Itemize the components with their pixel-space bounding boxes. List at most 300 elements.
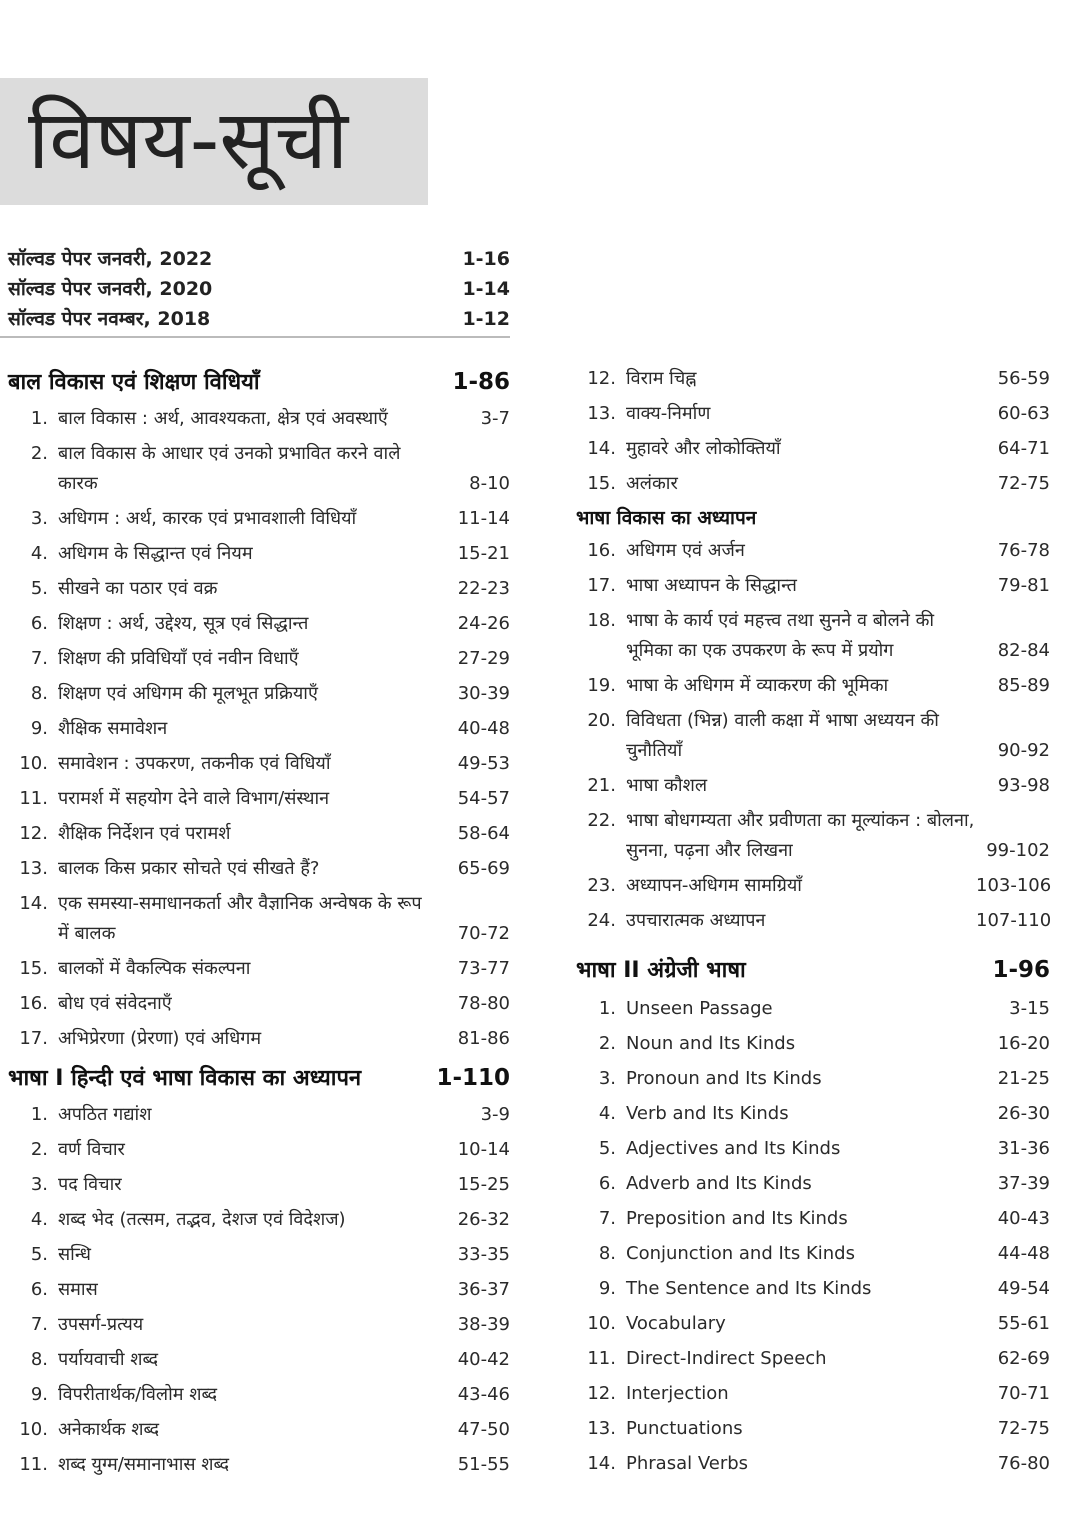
title-banner (0, 78, 428, 205)
toc-entry-label (8, 1415, 438, 1445)
toc-entry-pages: 27-29 (457, 648, 510, 669)
toc-entry-title: अपठित गद्यांश (58, 1104, 152, 1125)
subsection-heading: भाषा विकास का अध्यापन (576, 507, 757, 529)
toc-entry[interactable] (8, 1275, 510, 1305)
toc-entry[interactable] (8, 1310, 510, 1340)
toc-entry[interactable] (576, 994, 1050, 1024)
toc-entry[interactable] (576, 364, 1050, 394)
toc-entry-number: 20. (587, 710, 616, 731)
toc-entry-pages: 103-106 (976, 875, 1052, 896)
solved-paper-label: सॉल्वड पेपर नवम्बर, 2018 (8, 308, 211, 330)
toc-entry-number: 12. (19, 823, 48, 844)
toc-entry[interactable] (576, 1169, 1050, 1199)
toc-entry-pages: 33-35 (457, 1244, 510, 1265)
toc-entry-label (576, 771, 976, 801)
section-title: बाल विकास एवं शिक्षण विधियाँ (8, 370, 260, 395)
toc-entry-title: अभिप्रेरणा (प्रेरणा) एवं अधिगम (58, 1028, 262, 1049)
toc-entry-pages: 47-50 (457, 1419, 510, 1440)
solved-paper-pages: 1-12 (462, 308, 510, 330)
toc-entry-title: अधिगम एवं अर्जन (626, 540, 745, 561)
toc-entry-title: पर्यायवाची शब्द (58, 1349, 159, 1370)
toc-entry-number: 5. (598, 1138, 616, 1159)
toc-entry-pages: 60-63 (997, 403, 1050, 424)
toc-entry-title: समास (58, 1279, 98, 1300)
toc-entry[interactable] (576, 1344, 1050, 1374)
toc-entry-number: 15. (19, 958, 48, 979)
toc-entry-pages: 3-15 (1009, 998, 1050, 1019)
toc-entry-title: बालकों में वैकल्पिक संकल्पना (58, 958, 251, 979)
toc-entry-title: सीखने का पठार एवं वक्र (58, 578, 218, 599)
toc-entry-pages: 30-39 (457, 683, 510, 704)
toc-entry-number: 5. (30, 1244, 48, 1265)
toc-entry-number: 2. (598, 1033, 616, 1054)
toc-entry-label (576, 671, 976, 701)
toc-entry-label (576, 536, 976, 566)
toc-entry-title: भाषा बोधगम्यता और प्रवीणता का मूल्यांकन : बोलना, सुनना, पढ़ना और लिखना (626, 810, 975, 861)
toc-entry[interactable] (8, 749, 510, 779)
toc-entry-number: 4. (598, 1103, 616, 1124)
toc-entry-number: 14. (19, 893, 48, 914)
toc-entry-number: 11. (587, 1348, 616, 1369)
toc-entry-label (8, 1310, 438, 1340)
toc-entry-pages: 62-69 (997, 1348, 1050, 1369)
toc-entry-pages: 3-9 (480, 1104, 510, 1125)
toc-entry-pages: 81-86 (457, 1028, 510, 1049)
toc-entry-pages: 78-80 (457, 993, 510, 1014)
toc-entry-pages: 15-25 (457, 1174, 510, 1195)
toc-entry-title: एक समस्या-समाधानकर्ता और वैज्ञानिक अन्वेषक के रूप में बालक (58, 893, 422, 944)
toc-entry[interactable] (8, 954, 510, 984)
toc-entry-number: 8. (598, 1243, 616, 1264)
toc-entry-label (8, 574, 438, 604)
toc-entry[interactable] (8, 1415, 510, 1445)
section2-continued-items-2 (576, 536, 1050, 936)
toc-entry-number: 3. (30, 1174, 48, 1195)
toc-entry-label (576, 1344, 976, 1374)
toc-entry-number: 16. (587, 540, 616, 561)
toc-entry[interactable] (8, 889, 510, 949)
toc-entry-number: 21. (587, 775, 616, 796)
toc-entry[interactable] (576, 806, 1050, 866)
toc-entry-number: 12. (587, 1383, 616, 1404)
section1-items (8, 404, 510, 1054)
toc-entry-number: 14. (587, 438, 616, 459)
toc-entry[interactable] (8, 1240, 510, 1270)
toc-entry-title: Preposition and Its Kinds (626, 1208, 848, 1229)
section-heading[interactable] (8, 366, 510, 396)
toc-entry-pages: 65-69 (457, 858, 510, 879)
toc-entry-label (8, 1100, 438, 1130)
toc-entry-label (576, 364, 976, 394)
section-pages: 1-96 (992, 957, 1050, 983)
toc-entry-number: 18. (587, 610, 616, 631)
toc-entry-title: मुहावरे और लोकोक्तियाँ (626, 438, 781, 459)
toc-entry[interactable] (8, 439, 510, 499)
toc-entry-pages: 55-61 (997, 1313, 1050, 1334)
toc-entry[interactable] (8, 609, 510, 639)
toc-entry-label (8, 954, 438, 984)
page-title: विषय-सूची (28, 93, 349, 188)
section2-continued-items (576, 364, 1050, 499)
toc-entry[interactable] (8, 644, 510, 674)
toc-entry-title: Punctuations (626, 1418, 743, 1439)
solved-papers-list (8, 244, 510, 334)
toc-entry-number: 2. (30, 443, 48, 464)
toc-entry-number: 9. (30, 718, 48, 739)
toc-entry-title: बाल विकास के आधार एवं उनको प्रभावित करने वाले कारक (58, 443, 401, 494)
toc-entry-pages: 49-54 (997, 1278, 1050, 1299)
toc-entry-number: 13. (587, 1418, 616, 1439)
toc-entry-number: 3. (30, 508, 48, 529)
toc-entry[interactable] (576, 571, 1050, 601)
toc-entry-title: Vocabulary (626, 1313, 726, 1334)
toc-entry[interactable] (8, 504, 510, 534)
toc-entry-pages: 37-39 (997, 1173, 1050, 1194)
divider (0, 336, 510, 338)
toc-entry[interactable] (576, 1064, 1050, 1094)
toc-entry[interactable] (576, 434, 1050, 464)
toc-entry[interactable] (576, 469, 1050, 499)
solved-paper-pages: 1-14 (462, 278, 510, 300)
toc-entry[interactable] (576, 1099, 1050, 1129)
toc-entry-number: 13. (19, 858, 48, 879)
left-column (8, 366, 510, 1485)
toc-entry[interactable] (576, 1204, 1050, 1234)
toc-entry-label (576, 706, 976, 766)
toc-entry-label (576, 1449, 976, 1479)
toc-entry-number: 8. (30, 1349, 48, 1370)
toc-entry-label (576, 571, 976, 601)
toc-entry-title: समावेशन : उपकरण, तकनीक एवं विधियाँ (58, 753, 331, 774)
toc-entry-title: Unseen Passage (626, 998, 773, 1019)
toc-entry-label (8, 1240, 438, 1270)
toc-entry-pages: 90-92 (997, 740, 1050, 761)
toc-entry-pages: 93-98 (997, 775, 1050, 796)
toc-entry-title: अनेकार्थक शब्द (58, 1419, 160, 1440)
toc-entry-title: Phrasal Verbs (626, 1453, 749, 1474)
toc-entry-title: शब्द भेद (तत्सम, तद्भव, देशज एवं विदेशज) (58, 1209, 346, 1230)
right-column (576, 364, 1050, 1484)
toc-entry[interactable] (8, 539, 510, 569)
toc-entry-number: 17. (587, 575, 616, 596)
toc-entry[interactable] (8, 1170, 510, 1200)
toc-entry-title: भाषा कौशल (626, 775, 708, 796)
toc-entry-title: अधिगम : अर्थ, कारक एवं प्रभावशाली विधियाँ (58, 508, 357, 529)
toc-entry-title: भाषा अध्यापन के सिद्धान्त (626, 575, 797, 596)
toc-entry[interactable] (576, 1449, 1050, 1479)
toc-entry-label (576, 606, 976, 666)
toc-entry-pages: 70-71 (997, 1383, 1050, 1404)
toc-entry-label (576, 994, 976, 1024)
toc-entry-label (8, 644, 438, 674)
toc-entry-label (8, 679, 438, 709)
toc-entry-pages: 107-110 (976, 910, 1052, 931)
solved-paper-label: सॉल्वड पेपर जनवरी, 2020 (8, 278, 213, 300)
solved-paper-row[interactable] (8, 304, 510, 334)
toc-entry-pages: 85-89 (997, 675, 1050, 696)
toc-entry-title: शिक्षण की प्रविधियाँ एवं नवीन विधाएँ (58, 648, 299, 669)
toc-entry-number: 7. (598, 1208, 616, 1229)
toc-entry[interactable] (576, 536, 1050, 566)
toc-entry-title: बोध एवं संवेदनाएँ (58, 993, 172, 1014)
toc-entry-title: वर्ण विचार (58, 1139, 125, 1160)
toc-entry-label (576, 1029, 976, 1059)
toc-entry-title: Direct-Indirect Speech (626, 1348, 827, 1369)
toc-entry-title: Adverb and Its Kinds (626, 1173, 812, 1194)
toc-entry-pages: 36-37 (457, 1279, 510, 1300)
toc-entry-pages: 40-43 (997, 1208, 1050, 1229)
toc-entry-number: 8. (30, 683, 48, 704)
toc-entry-title: The Sentence and Its Kinds (626, 1278, 872, 1299)
toc-entry-title: Conjunction and Its Kinds (626, 1243, 855, 1264)
toc-entry-pages: 70-72 (457, 923, 510, 944)
toc-entry-pages: 82-84 (997, 640, 1050, 661)
toc-entry-label (8, 714, 438, 744)
toc-entry-title: सन्धि (58, 1244, 91, 1265)
toc-entry[interactable] (576, 1414, 1050, 1444)
toc-entry-pages: 31-36 (997, 1138, 1050, 1159)
toc-entry-title: भाषा के कार्य एवं महत्त्व तथा सुनने व बोलने की भूमिका का एक उपकरण के रूप में प्रयोग (626, 610, 935, 661)
toc-entry-label (8, 1205, 438, 1235)
toc-entry-label (576, 1414, 976, 1444)
toc-entry[interactable] (576, 1029, 1050, 1059)
toc-entry-number: 10. (19, 1419, 48, 1440)
toc-entry-pages: 26-30 (997, 1103, 1050, 1124)
toc-entry-label (8, 1024, 438, 1054)
toc-entry-title: शिक्षण एवं अधिगम की मूलभूत प्रक्रियाएँ (58, 683, 318, 704)
section-pages: 1-86 (452, 369, 510, 395)
toc-entry-number: 9. (30, 1384, 48, 1405)
section-title: भाषा II अंग्रेजी भाषा (576, 958, 746, 983)
toc-entry-title: विराम चिह्न (626, 368, 697, 389)
toc-entry-number: 6. (598, 1173, 616, 1194)
toc-entry[interactable] (576, 671, 1050, 701)
toc-entry-title: उपसर्ग-प्रत्यय (58, 1314, 144, 1335)
toc-entry-title: Interjection (626, 1383, 729, 1404)
toc-entry-title: शैक्षिक निर्देशन एवं परामर्श (58, 823, 231, 844)
toc-entry-title: भाषा के अधिगम में व्याकरण की भूमिका (626, 675, 889, 696)
toc-entry-label (576, 871, 976, 901)
toc-entry-label (576, 399, 976, 429)
toc-entry[interactable] (8, 1380, 510, 1410)
toc-entry-title: शैक्षिक समावेशन (58, 718, 168, 739)
toc-entry-label (8, 749, 438, 779)
toc-entry-pages: 10-14 (457, 1139, 510, 1160)
toc-entry-pages: 56-59 (997, 368, 1050, 389)
toc-entry-label (576, 1379, 976, 1409)
toc-entry-label (8, 989, 438, 1019)
toc-entry-number: 2. (30, 1139, 48, 1160)
toc-entry-number: 1. (30, 408, 48, 429)
toc-entry-title: परामर्श में सहयोग देने वाले विभाग/संस्थान (58, 788, 330, 809)
toc-entry-number: 13. (587, 403, 616, 424)
toc-entry-label (8, 439, 438, 499)
toc-entry[interactable] (576, 1379, 1050, 1409)
toc-entry[interactable] (576, 1134, 1050, 1164)
toc-entry-number: 17. (19, 1028, 48, 1049)
toc-entry[interactable] (8, 989, 510, 1019)
toc-entry[interactable] (8, 714, 510, 744)
toc-entry-title: बालक किस प्रकार सोचते एवं सीखते हैं? (58, 858, 320, 879)
toc-entry-pages: 21-25 (997, 1068, 1050, 1089)
section-title: भाषा I हिन्दी एवं भाषा विकास का अध्यापन (8, 1066, 362, 1091)
toc-entry-pages: 40-48 (457, 718, 510, 739)
toc-entry-label (576, 1064, 976, 1094)
toc-entry-number: 15. (587, 473, 616, 494)
toc-entry[interactable] (576, 1309, 1050, 1339)
toc-entry-title: अलंकार (626, 473, 678, 494)
toc-entry[interactable] (8, 679, 510, 709)
toc-entry-pages: 24-26 (457, 613, 510, 634)
toc-entry-pages: 58-64 (457, 823, 510, 844)
toc-entry-number: 1. (598, 998, 616, 1019)
toc-entry-label (8, 539, 438, 569)
toc-entry-pages: 43-46 (457, 1384, 510, 1405)
toc-entry[interactable] (576, 906, 1050, 936)
toc-entry-label (8, 404, 438, 434)
toc-entry-title: अधिगम के सिद्धान्त एवं नियम (58, 543, 253, 564)
toc-entry-label (8, 854, 438, 884)
toc-entry[interactable] (8, 404, 510, 434)
toc-entry-pages: 15-21 (457, 543, 510, 564)
solved-paper-row[interactable] (8, 244, 510, 274)
toc-entry[interactable] (576, 1274, 1050, 1304)
solved-paper-pages: 1-16 (462, 248, 510, 270)
toc-entry-number: 11. (19, 1454, 48, 1475)
toc-entry-label (576, 806, 976, 866)
toc-entry-title: Pronoun and Its Kinds (626, 1068, 822, 1089)
toc-entry-title: विपरीतार्थक/विलोम शब्द (58, 1384, 218, 1405)
toc-entry[interactable] (8, 1135, 510, 1165)
toc-entry-number: 19. (587, 675, 616, 696)
toc-entry[interactable] (576, 706, 1050, 766)
toc-entry-number: 7. (30, 648, 48, 669)
toc-entry-label (576, 434, 976, 464)
toc-entry-pages: 44-48 (997, 1243, 1050, 1264)
toc-entry-pages: 26-32 (457, 1209, 510, 1230)
toc-entry-label (8, 609, 438, 639)
toc-entry-title: Noun and Its Kinds (626, 1033, 796, 1054)
section-heading[interactable] (8, 1062, 510, 1092)
solved-paper-label: सॉल्वड पेपर जनवरी, 2022 (8, 248, 213, 270)
toc-entry-title: Verb and Its Kinds (626, 1103, 789, 1124)
toc-entry[interactable] (8, 784, 510, 814)
toc-entry-label (8, 504, 438, 534)
toc-entry[interactable] (8, 574, 510, 604)
toc-entry-number: 9. (598, 1278, 616, 1299)
toc-entry-label (576, 1204, 976, 1234)
toc-entry[interactable] (8, 1345, 510, 1375)
toc-entry-pages: 40-42 (457, 1349, 510, 1370)
toc-entry[interactable] (576, 871, 1050, 901)
toc-entry-number: 3. (598, 1068, 616, 1089)
toc-entry-title: शिक्षण : अर्थ, उद्देश्य, सूत्र एवं सिद्धान्त (58, 613, 309, 634)
toc-entry[interactable] (576, 1239, 1050, 1269)
toc-entry[interactable] (576, 771, 1050, 801)
toc-entry-label (8, 819, 438, 849)
toc-entry-number: 22. (587, 810, 616, 831)
toc-entry-pages: 54-57 (457, 788, 510, 809)
toc-entry[interactable] (8, 1205, 510, 1235)
toc-entry-number: 14. (587, 1453, 616, 1474)
toc-entry-number: 6. (30, 613, 48, 634)
toc-entry-number: 11. (19, 788, 48, 809)
toc-entry-title: पद विचार (58, 1174, 122, 1195)
toc-entry-label (576, 906, 976, 936)
toc-entry-label (8, 1380, 438, 1410)
toc-entry-pages: 76-78 (997, 540, 1050, 561)
toc-entry-pages: 79-81 (997, 575, 1050, 596)
toc-entry-number: 4. (30, 1209, 48, 1230)
toc-entry-pages: 3-7 (480, 408, 510, 429)
toc-entry-pages: 11-14 (457, 508, 510, 529)
toc-entry-number: 5. (30, 578, 48, 599)
toc-entry-pages: 99-102 (986, 840, 1050, 861)
toc-entry-pages: 76-80 (997, 1453, 1050, 1474)
toc-entry-label (576, 1134, 976, 1164)
toc-entry-label (576, 1239, 976, 1269)
toc-entry-title: वाक्य-निर्माण (626, 403, 711, 424)
toc-entry-title: विविधता (भिन्न) वाली कक्षा में भाषा अध्ययन की चुनौतियाँ (626, 710, 939, 761)
toc-entry-label (8, 1135, 438, 1165)
toc-entry-number: 10. (19, 753, 48, 774)
toc-entry-label (576, 1169, 976, 1199)
solved-paper-row[interactable] (8, 274, 510, 304)
toc-entry-title: बाल विकास : अर्थ, आवश्यकता, क्षेत्र एवं अवस्थाएँ (58, 408, 388, 429)
toc-entry-label (8, 889, 438, 949)
toc-entry[interactable] (8, 819, 510, 849)
toc-entry-pages: 73-77 (457, 958, 510, 979)
toc-entry-label (8, 1345, 438, 1375)
toc-entry-label (8, 784, 438, 814)
section-heading[interactable] (576, 954, 1050, 984)
toc-entry-pages: 51-55 (457, 1454, 510, 1475)
section2-items (8, 1100, 510, 1480)
toc-entry[interactable] (8, 854, 510, 884)
toc-entry-pages: 64-71 (997, 438, 1050, 459)
toc-entry-title: Adjectives and Its Kinds (626, 1138, 841, 1159)
toc-entry-number: 4. (30, 543, 48, 564)
toc-entry-label (8, 1275, 438, 1305)
toc-entry-number: 1. (30, 1104, 48, 1125)
toc-entry-label (576, 469, 976, 499)
toc-entry-number: 24. (587, 910, 616, 931)
toc-entry-label (8, 1450, 438, 1480)
toc-entry[interactable] (8, 1100, 510, 1130)
section-pages: 1-110 (436, 1065, 510, 1091)
toc-entry-number: 7. (30, 1314, 48, 1335)
toc-entry-label (576, 1274, 976, 1304)
toc-entry-number: 23. (587, 875, 616, 896)
toc-entry-label (576, 1309, 976, 1339)
toc-entry-number: 6. (30, 1279, 48, 1300)
toc-entry-label (576, 1099, 976, 1129)
toc-entry-label (8, 1170, 438, 1200)
toc-entry-pages: 49-53 (457, 753, 510, 774)
toc-entry[interactable] (8, 1024, 510, 1054)
toc-entry-pages: 16-20 (997, 1033, 1050, 1054)
section3-items (576, 994, 1050, 1479)
toc-entry-number: 12. (587, 368, 616, 389)
toc-entry-title: शब्द युग्म/समानाभास शब्द (58, 1454, 230, 1475)
toc-entry-number: 10. (587, 1313, 616, 1334)
toc-entry-title: अध्यापन-अधिगम सामग्रियाँ (626, 875, 802, 896)
toc-entry[interactable] (576, 606, 1050, 666)
toc-entry[interactable] (576, 399, 1050, 429)
toc-entry-pages: 38-39 (457, 1314, 510, 1335)
toc-entry-pages: 8-10 (469, 473, 510, 494)
toc-entry[interactable] (8, 1450, 510, 1480)
